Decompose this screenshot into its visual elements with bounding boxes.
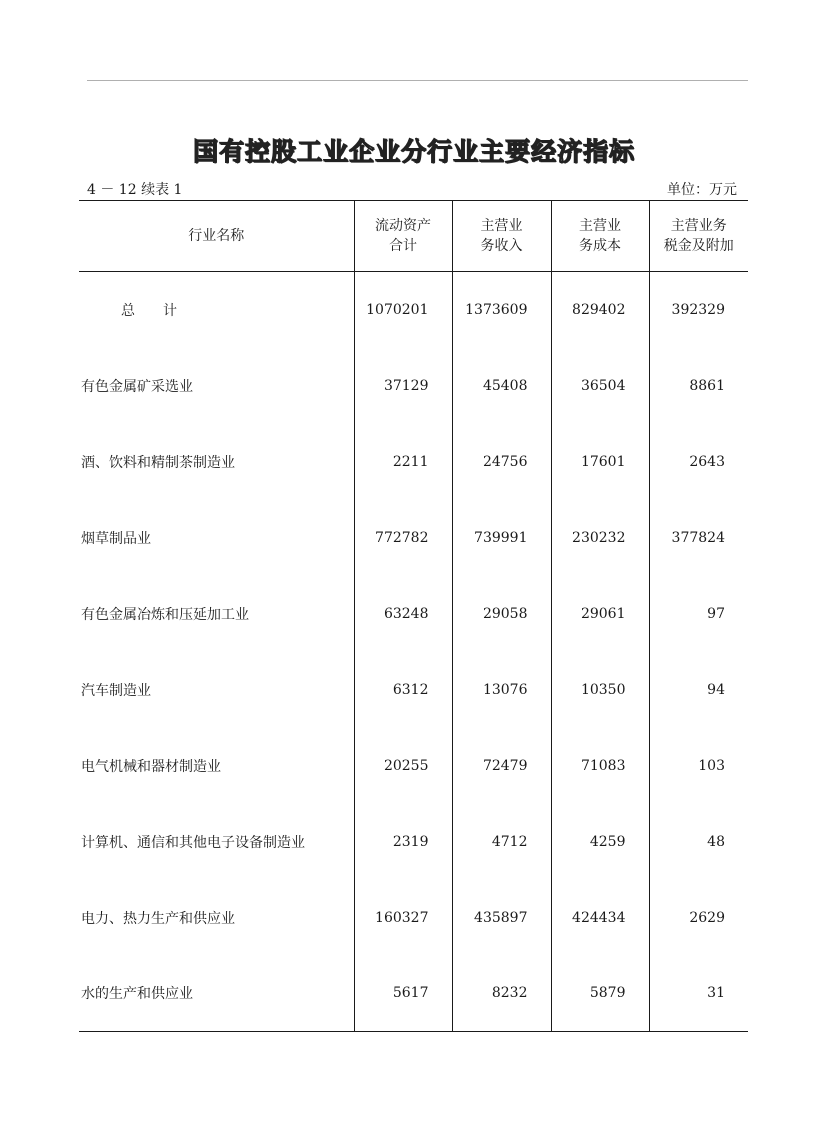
table-number: 4 － 12 续表 1	[87, 182, 183, 198]
cell-main-tax: 103	[649, 728, 748, 804]
table-body	[79, 272, 748, 1032]
row-industry-name: 电力、热力生产和供应业	[81, 910, 235, 927]
cell-main-revenue: 739991	[452, 500, 551, 576]
cell-current-assets: 2319	[354, 804, 452, 880]
cell-main-revenue: 1373609	[452, 272, 551, 348]
table-row	[79, 728, 748, 804]
row-industry-name: 电气机械和器材制造业	[81, 758, 221, 775]
cell-current-assets: 160327	[354, 880, 452, 956]
header-main-tax	[649, 201, 748, 272]
cell-main-cost: 10350	[551, 652, 649, 728]
cell-current-assets: 5617	[354, 956, 452, 1032]
cell-current-assets: 63248	[354, 576, 452, 652]
cell-current-assets: 772782	[354, 500, 452, 576]
row-industry-name: 水的生产和供应业	[79, 956, 354, 1032]
table-header	[79, 201, 748, 272]
cell-main-cost: 36504	[551, 348, 649, 424]
table-row	[79, 500, 748, 576]
row-industry-name: 烟草制品业	[81, 530, 151, 547]
cell-main-tax: 94	[649, 652, 748, 728]
cell-main-tax: 48	[649, 804, 748, 880]
cell-current-assets: 6312	[354, 652, 452, 728]
cell-main-revenue: 45408	[452, 348, 551, 424]
cell-current-assets: 2211	[354, 424, 452, 500]
header-main-revenue	[452, 201, 551, 272]
cell-main-tax: 8861	[649, 348, 748, 424]
row-industry-name: 有色金属矿采选业	[81, 378, 193, 395]
table-row	[79, 804, 748, 880]
cell-main-tax: 377824	[649, 500, 748, 576]
cell-main-revenue: 29058	[452, 576, 551, 652]
cell-main-revenue: 72479	[452, 728, 551, 804]
cell-main-cost: 829402	[551, 272, 649, 348]
table-row	[79, 348, 748, 424]
cell-main-cost: 424434	[551, 880, 649, 956]
unit-label: 单位：万元	[667, 182, 737, 198]
table-row	[79, 880, 748, 956]
cell-main-revenue: 8232	[452, 956, 551, 1032]
indicator-table	[79, 200, 748, 1032]
cell-main-tax: 392329	[649, 272, 748, 348]
table-row	[79, 576, 748, 652]
header-text: 主营业务	[670, 218, 727, 234]
cell-main-cost: 17601	[551, 424, 649, 500]
row-industry-name: 汽车制造业	[81, 682, 151, 699]
header-text: 流动资产	[375, 218, 431, 234]
table-row	[79, 652, 748, 728]
cell-main-revenue: 435897	[452, 880, 551, 956]
header-row	[79, 201, 748, 272]
table-row	[79, 272, 748, 348]
header-text: 税金及附加	[663, 238, 734, 254]
table-row	[79, 956, 748, 1032]
cell-current-assets: 20255	[354, 728, 452, 804]
row-total-name: 总 计	[121, 302, 177, 319]
cell-main-cost: 71083	[551, 728, 649, 804]
header-main-cost	[551, 201, 649, 272]
row-industry-name: 酒、饮料和精制茶制造业	[81, 454, 235, 471]
cell-main-tax: 31	[649, 956, 748, 1032]
cell-main-tax: 97	[649, 576, 748, 652]
header-industry-name	[79, 201, 354, 272]
header-current-assets	[354, 201, 452, 272]
header-text: 主营业	[579, 218, 621, 234]
cell-main-tax: 2629	[649, 880, 748, 956]
cell-main-cost: 29061	[551, 576, 649, 652]
cell-main-revenue: 13076	[452, 652, 551, 728]
header-text: 务成本	[579, 238, 621, 254]
header-text: 行业名称	[188, 228, 245, 244]
cell-main-revenue: 4712	[452, 804, 551, 880]
row-industry-name: 有色金属冶炼和压延加工业	[81, 606, 249, 623]
cell-current-assets: 1070201	[354, 272, 452, 348]
header-text: 合计	[389, 238, 417, 254]
cell-main-cost: 230232	[551, 500, 649, 576]
table-row	[79, 424, 748, 500]
top-rule	[87, 80, 748, 81]
page-title: 国有控股工业企业分行业主要经济指标	[192, 137, 635, 166]
header-text: 务收入	[480, 238, 523, 254]
cell-main-cost: 4259	[551, 804, 649, 880]
row-industry-name: 计算机、通信和其他电子设备制造业	[81, 834, 305, 851]
cell-main-revenue: 24756	[452, 424, 551, 500]
cell-main-tax: 2643	[649, 424, 748, 500]
header-text: 主营业	[480, 218, 523, 234]
cell-main-cost: 5879	[551, 956, 649, 1032]
cell-current-assets: 37129	[354, 348, 452, 424]
